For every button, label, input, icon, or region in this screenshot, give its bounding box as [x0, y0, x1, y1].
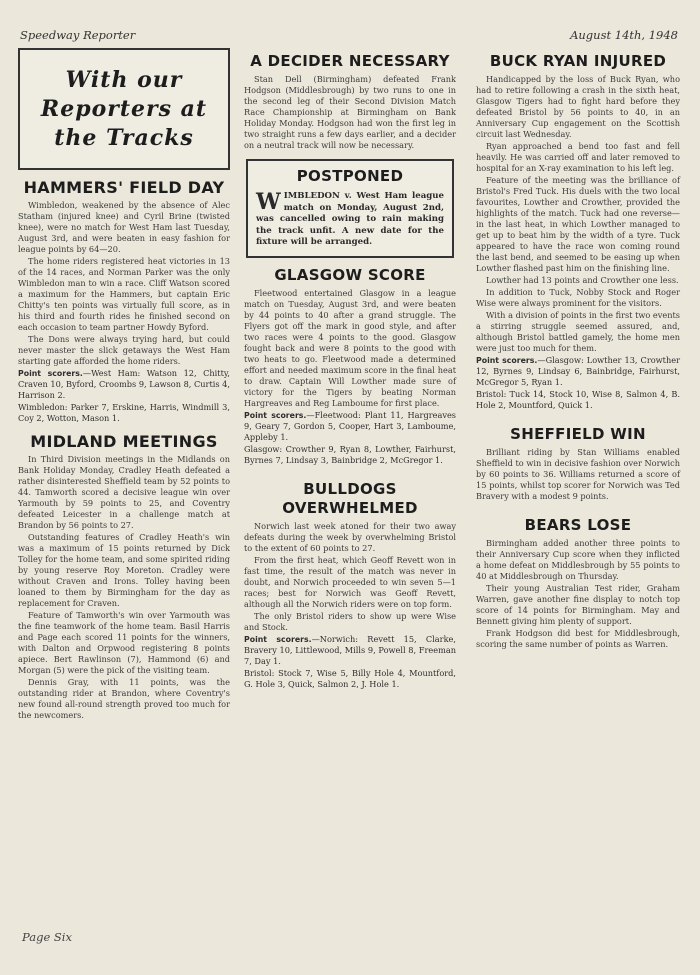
paragraph: Feature of the meeting was the brilliance of Bristol's Fred Tuck. His duels with the two local favourites, Lowther and Crowther, provided the highlights of the match. Tuck had one reverse—in the last heat, in which Lowther managed to get up to beat him by the width of a tyre. Tuck appeared to have the race won coming round the last bend, and seemed to be easing up when Lowther flashed past him on the finishing line.	[476, 175, 680, 273]
article-sheffield	[476, 425, 680, 502]
article-glasgow	[244, 266, 456, 466]
point-scorers-text: —West Ham: Watson 12, Chitty, Craven 10, Byford, Croombs 9, Lawson 8, Curtis 4, Harrison 2.	[18, 368, 231, 400]
paragraph: Norwich last week atoned for their two away defeats during the week by overwhelming Bristol to the extent of 60 points to 27.	[244, 520, 456, 553]
paragraph: Stan Dell (Birmingham) defeated Frank Hodgson (Middlesbrough) by two runs to one in the second leg of their Second Division Match Race Championship at Birmingham on Bank Holiday Monday. Hodgson had won the first leg in two straight runs a few days earlier, and a decider on a neutral track will now be necessary.	[244, 74, 456, 150]
postponed-box	[246, 159, 454, 258]
paragraph: In addition to Tuck, Nobby Stock and Roger Wise were always prominent for the visitors.	[476, 287, 680, 308]
article-bears	[476, 516, 680, 650]
headline: OVERWHELMED	[282, 498, 418, 517]
point-scorers: Glasgow: Crowther 9, Ryan 8, Lowther, Fairhurst, Byrnes 7, Lindsay 3, Bainbridge 2, McGregor 1.	[244, 443, 456, 465]
section-masthead	[18, 48, 230, 170]
headline: MIDLAND MEETINGS	[30, 432, 218, 451]
point-scorers-label: Point scorers.	[244, 634, 312, 644]
article-decider	[244, 52, 456, 151]
masthead-line: With our	[65, 66, 183, 93]
paragraph: The only Bristol riders to show up were Wise and Stock.	[244, 610, 456, 632]
paragraph: The Dons were always trying hard, but could never master the slick getaways the West Ham starting gate afforded the home riders.	[18, 334, 230, 366]
paragraph: Handicapped by the loss of Buck Ryan, who had to retire following a crash in the sixth heat, Glasgow Tigers had to fight hard before they defeated Bristol by 56 points to 40, in an Anniversary Cup engagement on the Scottish circuit last Wednesday.	[476, 74, 680, 139]
paragraph: In Third Division meetings in the Midlands on Bank Holiday Monday, Cradley Heath defeated a rather disinterested Sheffield team by 52 points to 44. Tamworth scored a decisive league win over Yarmouth by 59 points to 25, and Coventry defeated Leicester in a challenge match at Brandon by 56 points to 27.	[18, 454, 230, 530]
paragraph: From the first heat, which Geoff Revett won in fast time, the result of the match was never in doubt, and Norwich proceeded to win seven 5—1 races; best for Norwich was Geoff Revett, although all the Norwich riders were on top form.	[244, 554, 456, 609]
column-middle	[244, 48, 456, 691]
postponed-text: IMBLEDON v. West Ham league match on Monday, August 2nd, was cancelled owing to rain making the track unfit. A new date for the fixture will be arranged.	[256, 191, 444, 247]
paragraph: Their young Australian Test rider, Graham Warren, gave another fine display to notch top score of 14 points for Birmingham. May and Bennett giving him plenty of support.	[476, 583, 680, 626]
headline: SHEFFIELD WIN	[510, 425, 646, 443]
paragraph: Dennis Gray, with 11 points, was the outstanding rider at Brandon, where Coventry's new found all-round strength proved too much for the newcomers.	[18, 677, 230, 720]
paragraph: Ryan approached a bend too fast and fell heavily. He was carried off and later removed to hospital for an X-ray examination to his left leg.	[476, 141, 680, 173]
paragraph: Birmingham added another three points to their Anniversary Cup score when they inflicted a home defeat on Middlesbrough by 55 points to 40 at Middlesbrough on Thursday.	[476, 538, 680, 581]
column-right	[476, 48, 680, 651]
article-buck-ryan	[476, 52, 680, 411]
headline: HAMMERS' FIELD DAY	[23, 178, 225, 197]
paragraph: Frank Hodgson did best for Middlesbrough, scoring the same number of points as Warren.	[476, 628, 680, 649]
paragraph: With a division of points in the first two events a stirring struggle seemed assured, and, although Bristol battled gamely, the home men were just too much for them.	[476, 310, 680, 353]
article-bulldogs	[244, 480, 456, 690]
point-scorers-text: —Glasgow: Lowther 13, Crowther 12, Byrnes 9, Lindsay 6, Bainbridge, Fairhurst, McGregor 5, Ryan 1.	[476, 355, 680, 387]
point-scorers: Bristol: Stock 7, Wise 5, Billy Hole 4, Mountford, G. Hole 3, Quick, Salmon 2, J. Hole 1.	[244, 667, 456, 689]
column-left	[18, 48, 230, 722]
point-scorers-label: Point scorers.	[18, 369, 83, 378]
masthead-line: Reporters at	[40, 95, 208, 122]
drop-cap: W	[256, 189, 281, 215]
paragraph: Brilliant riding by Stan Williams enabled Sheffield to win in decisive fashion over Norwich by 60 points to 36. Williams returned a score of 15 points, whilst top scorer for Norwich was Ted Bravery with a modest 9 points.	[476, 447, 680, 501]
point-scorers: Bristol: Tuck 14, Stock 10, Wise 8, Salmon 4, B. Hole 2, Mountford, Quick 1.	[476, 389, 680, 410]
point-scorers-label: Point scorers.	[244, 410, 307, 420]
point-scorers	[18, 368, 230, 401]
point-scorers	[244, 410, 456, 443]
headline: POSTPONED	[296, 167, 404, 185]
point-scorers-text: —Fleetwood: Plant 11, Hargreaves 9, Geary 7, Gordon 5, Cooper, Hart 3, Lamboume, Appleby 1.	[244, 409, 457, 442]
point-scorers-label: Point scorers.	[476, 356, 538, 365]
headline: BULLDOGS	[303, 479, 397, 498]
postponed-notice	[256, 191, 444, 249]
point-scorers: Wimbledon: Parker 7, Erskine, Harris, Windmill 3, Coy 2, Wotton, Mason 1.	[18, 402, 230, 423]
article-midland	[18, 432, 230, 721]
article-hammers	[18, 178, 230, 424]
issue-date: August 14th, 1948	[570, 28, 678, 42]
paragraph: Lowther had 13 points and Crowther one less.	[486, 275, 679, 285]
headline: BUCK RYAN INJURED	[489, 52, 667, 70]
point-scorers	[476, 355, 680, 388]
paragraph: The home riders registered heat victories in 13 of the 14 races, and Norman Parker was the only Wimbledon man to win a race. Cliff Watson scored a maximum for the Hammers, but captain Eric Chitty's ten points was virtually full score, as in his third and fourth rides he finished second on each occasion to team partner Howdy Byford.	[18, 256, 230, 332]
paragraph: Feature of Tamworth's win over Yarmouth was the fine teamwork of the home team. Basil Harris and Page each scored 11 points for the winners, with Dalton and Orpwood registering 8 points apiece. Bert Rawlinson (7), Hammond (6) and Morgan (5) were the pick of the visiting team.	[18, 610, 230, 675]
paragraph: Outstanding features of Cradley Heath's win was a maximum of 15 points returned by Dick Tolley for the home team, and some spirited riding by young reserve Roy Moreton. Cradley were without Craven and Irons. Tolley having been loaned to them by Birmingham for the day as replacement for Craven.	[18, 532, 230, 608]
point-scorers-text: —Norwich: Revett 15, Clarke, Bravery 10, Littlewood, Mills 9, Powell 8, Freeman 7, Day 1.	[244, 633, 457, 666]
page-number: Page Six	[22, 930, 72, 944]
paragraph: Wimbledon, weakened by the absence of Alec Statham (injured knee) and Cyril Brine (twisted knee), were no match for West Ham last Tuesday, August 3rd, and were beaten in easy fashion for league points by 64—20.	[18, 200, 230, 254]
point-scorers	[244, 634, 456, 667]
headline: GLASGOW SCORE	[274, 265, 426, 284]
masthead-line: the Tracks	[54, 124, 194, 151]
headline: BEARS LOSE	[524, 516, 632, 534]
publication-name: Speedway Reporter	[20, 28, 136, 42]
headline: A DECIDER NECESSARY	[250, 52, 450, 70]
paragraph: Fleetwood entertained Glasgow in a league match on Tuesday, August 3rd, and were beaten by 44 points to 40 after a grand struggle. The Flyers got off the mark in good style, and after two races were 4 points to the good. Glasgow fought back and were 8 points to the good with two heats to go. Fleetwood made a determined effort and needed maximum score in the final heat to draw. Captain Will Lowther made sure of victory for the Tigers by beating Norman Hargreaves and Reg Lamboume for first place.	[244, 287, 456, 408]
